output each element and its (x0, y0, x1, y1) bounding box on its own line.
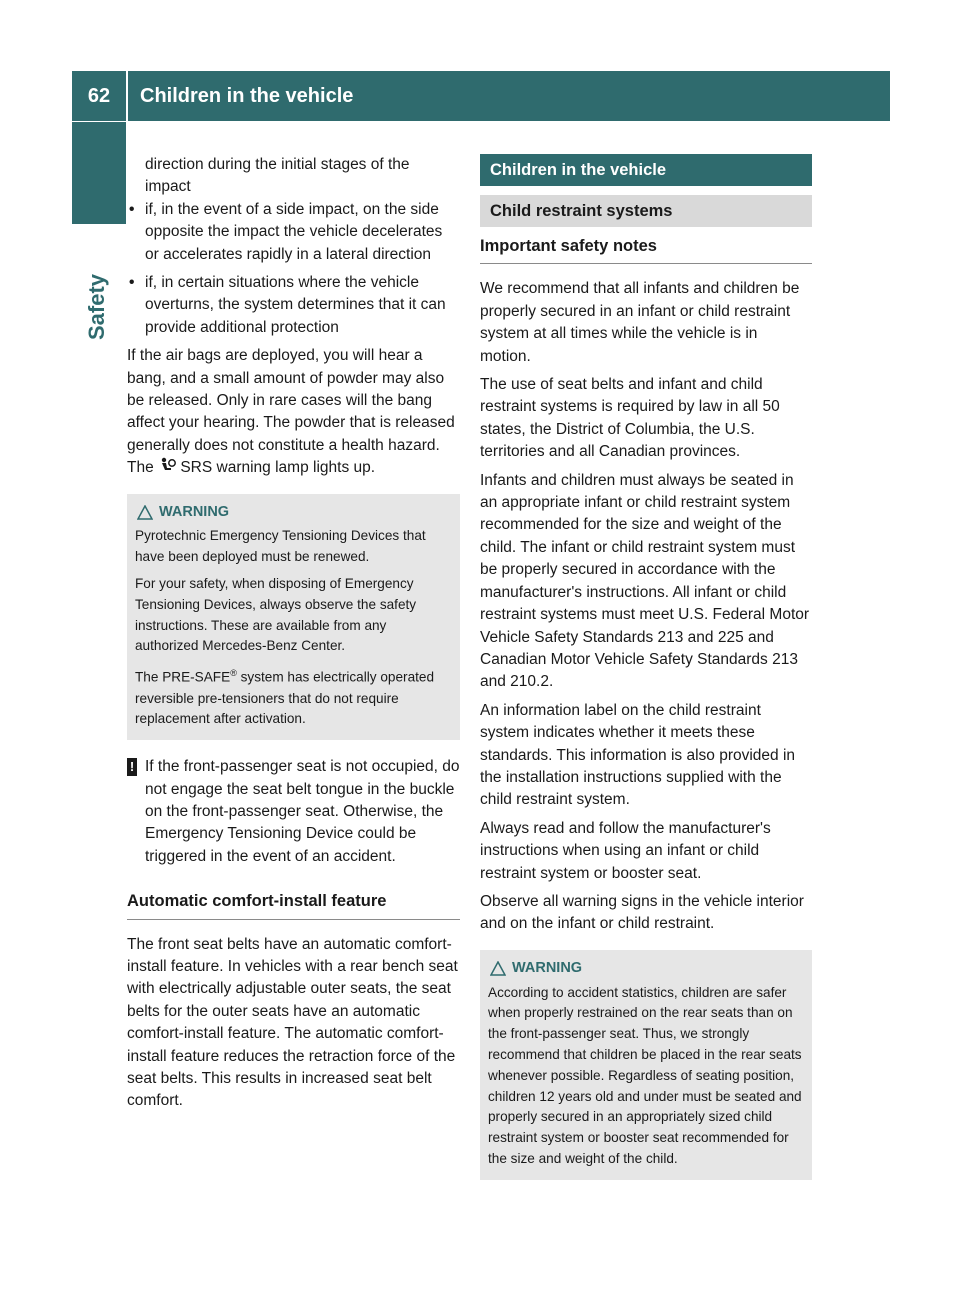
paragraph: Infants and children must always be seated in an appropriate infant or child restraint system recommended for the size and weight of the child. The infant or child restraint system must be properly secured in accordance with the manufacturer's instructions. All infant or child restraint systems must meet U.S. Federal Motor Vehicle Safety Standards 213 and 225 and Canadian Motor Vehicle Safety Standards 213 and 210.2. (480, 471, 810, 691)
registered-mark: ® (230, 668, 237, 679)
paragraph-text: SRS warning lamp lights up. (180, 459, 376, 477)
airbag-paragraph (127, 345, 460, 479)
page-title: Children in the vehicle (140, 85, 354, 107)
intro-line: direction during the initial stages of the (145, 156, 410, 173)
list-item: • if, in certain situations where the vehicle overturns, the system determines that it can provide additional protection (129, 274, 446, 336)
warning-triangle-icon (490, 961, 506, 976)
warning-box (127, 494, 460, 741)
exclamation-icon: ! (127, 758, 137, 776)
warning-label: WARNING (159, 503, 230, 520)
warning-text-part: The PRE-SAFE (135, 669, 231, 685)
section-body: The front seat belts have an automatic comfort-install feature. In vehicles with a rear bench seat with electrically adjustable outer seats, the seat belts for the outer seats have an automatic comfort-install feature. The automatic comfort-install feature reduces the retraction force of the seat belts. This results in increased seat belt comfort. (127, 935, 458, 1110)
chapter-label: Safety (84, 273, 109, 340)
header-divider (126, 71, 128, 121)
paragraph: The use of seat belts and infant and child restraint systems is required by law in all 50 states, the District of Columbia, the U.S. territories and all Canadian provinces. (480, 376, 780, 461)
warning-label: WARNING (512, 959, 583, 976)
bullet-text: if, in the event of a side impact, on the side opposite the impact the vehicle decelerates or accelerates rapidly in a lateral direction (145, 200, 443, 263)
bullet-text: if, in certain situations where the vehicle overturns, the system determines that it can provide additional protection (145, 274, 446, 336)
paragraph: We recommend that all infants and children be properly secured in an infant or child restraint system at all times while the vehicle is in motion. (480, 280, 800, 365)
section-heading: Important safety notes (480, 235, 812, 264)
note-text: If the front-passenger seat is not occupied, do not engage the seat belt tongue in the buckle on the front-passenger seat. Otherwise, the Emergency Tensioning Device could be triggered in the event of an accident. (145, 758, 460, 865)
paragraph-text: If the air bags are deployed, you will hear a bang, and a small amount of powder may also be released. Only in rare cases will the bang affect your hearing. The powder that is released generally does not constitute a health hazard. The (127, 347, 455, 477)
page-header (72, 71, 890, 121)
intro-line: impact (145, 178, 191, 196)
paragraph: Observe all warning signs in the vehicle interior and on the infant or child restraint. (480, 892, 804, 933)
warning-title (488, 958, 804, 979)
side-tab (72, 122, 126, 224)
warning-text: According to accident statistics, children are safer when properly restrained on the rear seats than on the front-passenger seat. Thus, we strongly recommend that children be placed in the rear seats whenever possible. Regardless of seating position, children 12 years old and under must be seated and properly secured in an appropriately sized child restraint system or booster seat recommended for the size and weight of the child. (488, 984, 802, 1166)
warning-text: Pyrotechnic Emergency Tensioning Devices that have been deployed must be renewed. (135, 528, 426, 565)
paragraph: Always read and follow the manufacturer's instructions when using an infant or child restraint system or booster seat. (480, 819, 771, 882)
right-column (480, 154, 812, 1196)
list-item: • if, in the event of a side impact, on the side opposite the impact the vehicle decelerates or accelerates rapidly in a lateral direction (129, 200, 443, 263)
warning-text (135, 663, 452, 730)
section-heading: Automatic comfort-install feature (127, 890, 460, 919)
warning-text-part: system has electrically operated reversible pre-tensioners that do not require replacement after activation. (135, 669, 435, 727)
subchapter-bar: Child restraint systems (480, 195, 812, 227)
airbag-warning-icon (158, 457, 176, 475)
warning-triangle-icon (137, 505, 153, 520)
left-column (127, 154, 460, 1119)
warning-text: For your safety, when disposing of Emergency Tensioning Devices, always observe the safety instructions. These are available from any authorized Mercedes-Benz Center. (135, 576, 417, 654)
warning-box (480, 950, 812, 1180)
chapter-bar: Children in the vehicle (480, 154, 812, 186)
note (127, 756, 460, 868)
paragraph: An information label on the child restraint system indicates whether it meets these standards. This information is also provided in the installation instructions supplied with the child restraint system. (480, 701, 796, 809)
warning-title (135, 502, 452, 523)
page-number: 62 (87, 85, 111, 107)
